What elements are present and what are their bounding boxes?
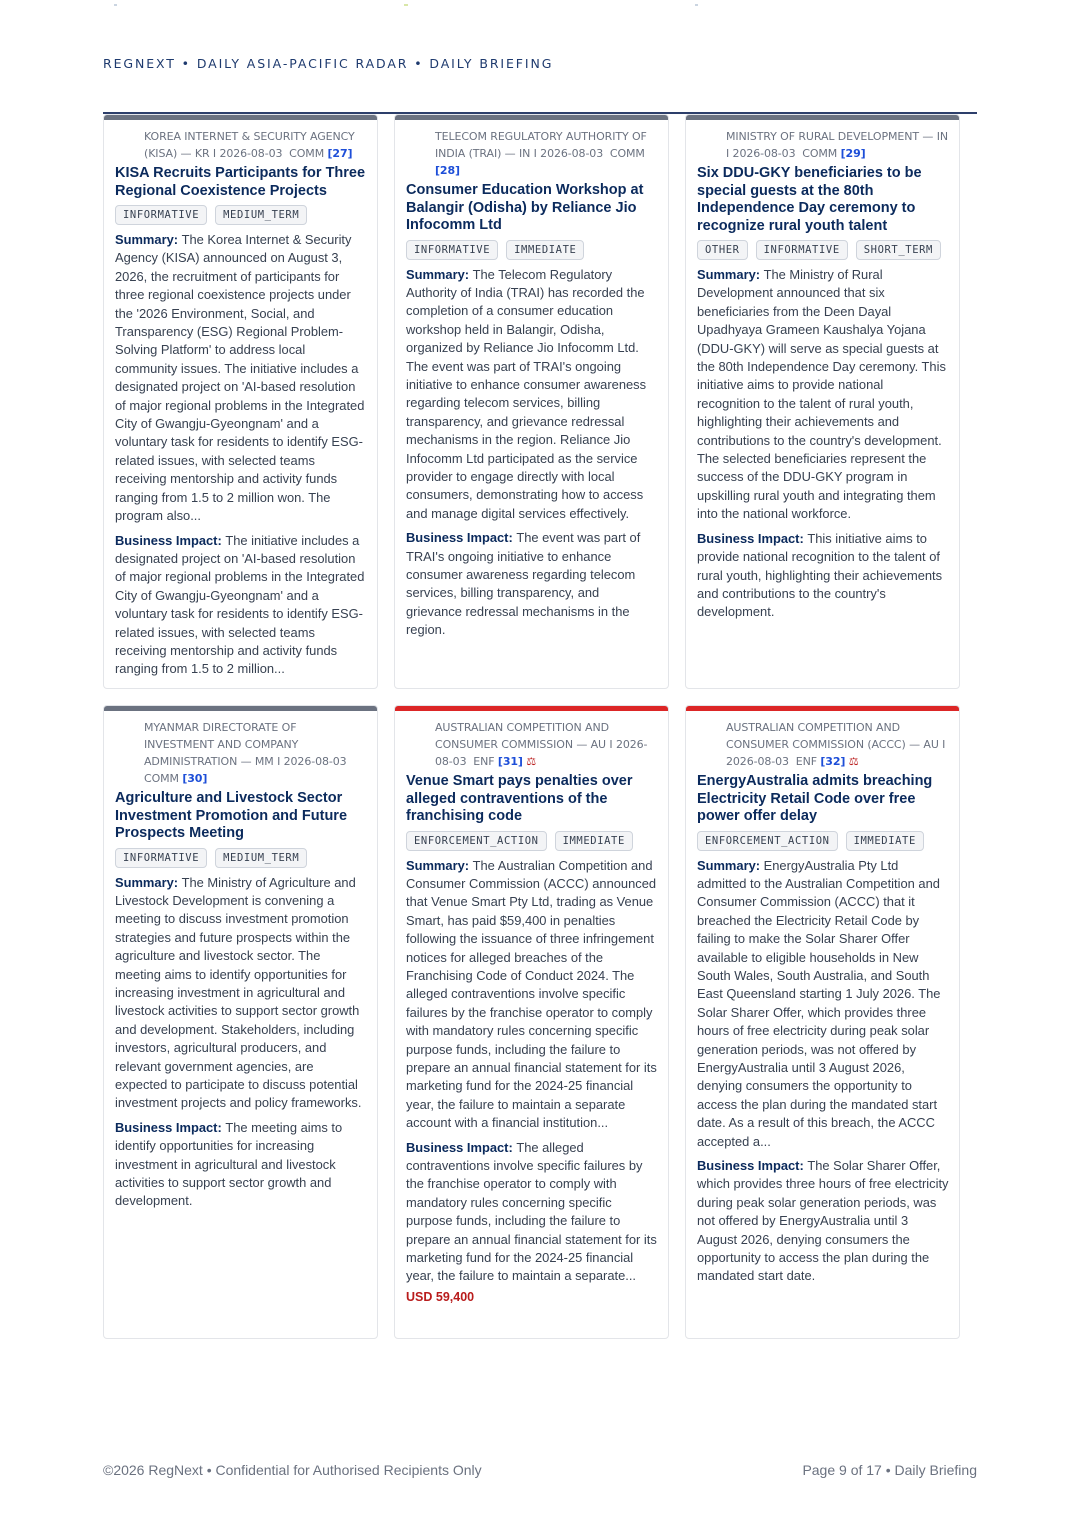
card-title[interactable]: Agriculture and Livestock Sector Investment Promotion and Future Prospects Meeting: [115, 790, 348, 841]
card-title[interactable]: Consumer Education Workshop at Balangir (Odisha) by Reliance Jio Infocomm Ltd: [406, 182, 644, 233]
footer-copyright: ©2026 RegNext • Confidential for Authorised Recipients Only: [103, 1462, 482, 1478]
impact-label: Business Impact:: [697, 530, 804, 546]
card-title[interactable]: Venue Smart pays penalties over alleged contraventions of the franchising code: [406, 773, 633, 824]
briefing-card: [685, 114, 960, 689]
impact-text: The event was part of TRAI's ongoing initiative to enhance consumer awareness regarding telecom services, billing transparency, and grievance redressal mechanisms in the region.: [406, 530, 641, 638]
card-title[interactable]: EnergyAustralia admits breaching Electricity Retail Code over free power offer delay: [697, 773, 933, 824]
card-type: COMM: [802, 147, 838, 160]
summary-text: The Ministry of Agriculture and Livestock Development is convening a meeting to discuss investment promotion strategies and future prospects within the agriculture and livestock sector. The meeting aims to identify opportunities for increasing investment in agricultural and livestock activities to support sector growth and development. Stakeholders, including investors, agricultural producers, and relevant government agencies, are expected to participate to discuss potential investment projects and policy frameworks.: [115, 874, 362, 1111]
card-ref-link[interactable]: [30]: [182, 772, 208, 785]
briefing-card: [103, 114, 378, 689]
card-source: AUSTRALIAN COMPETITION AND CONSUMER COMMISSION — AU I 2026-08-03 ENF [31] ⚖: [435, 721, 648, 768]
tag-badge: INFORMATIVE: [115, 848, 207, 868]
card-impact: [697, 530, 949, 622]
tag-badge: INFORMATIVE: [756, 240, 848, 260]
page-mark: [695, 4, 698, 6]
footer-page-number: Page 9 of 17 • Daily Briefing: [802, 1462, 977, 1478]
tag-badge: INFORMATIVE: [406, 240, 498, 260]
card-type: COMM: [144, 772, 179, 785]
card-ref-link[interactable]: [32]: [820, 755, 846, 768]
summary-text: The Korea Internet & Security Agency (KISA) announced on August 3, 2026, the recruitment of participants for three regional coexistence projects under the '2026 Environment, Social, and Transparency (ESG) Regional Problem-Solving Platform' to address local community issues. The initiative includes a designated project on 'AI-based resolution of major regional problems in the Integrated City of Gwangju-Gyeongnam' and a voluntary task for residents to identify ESG-related issues, with selected teams receiving mentorship and activity funds ranging from 1.5 to 2 million won. The program also...: [115, 232, 365, 524]
page-mark: [114, 4, 117, 6]
running-header: REGNEXT • DAILY ASIA-PACIFIC RADAR • DAILY BRIEFING: [103, 56, 554, 71]
tag-badge: IMMEDIATE: [506, 240, 584, 260]
tag-badge: IMMEDIATE: [555, 831, 633, 851]
card-amount: USD 59,400: [406, 1289, 475, 1304]
summary-text: The Australian Competition and Consumer Commission (ACCC) announced that Venue Smart Pty Ltd, trading as Venue Smart, has paid $59,400 in penalties following the issuance of three infringement notices for alleged breaches of the Franchising Code of Conduct 2024. The alleged contraventions involve specific failures by the franchise operator to comply with mandatory rules concerning specific purpose funds, including the failure to prepare an annual financial statement for its marketing fund for the 2024-25 financial year, the failure to maintain a separate account with a financial institution...: [406, 857, 657, 1131]
summary-label: Summary:: [115, 232, 179, 247]
card-title[interactable]: Six DDU-GKY beneficiaries to be special guests at the 80th Independence Day ceremony to recognize rural youth talent: [697, 165, 922, 234]
card-tags: [697, 831, 949, 851]
tag-badge: SHORT_TERM: [856, 240, 941, 260]
card-summary: [406, 266, 658, 524]
summary-label: Summary:: [697, 267, 761, 282]
card-summary: [115, 874, 367, 1113]
card-tags: [115, 205, 367, 225]
briefing-card: [685, 705, 960, 1339]
summary-label: Summary:: [406, 857, 470, 873]
card-impact: [406, 529, 658, 639]
briefing-card: [394, 114, 669, 689]
impact-label: Business Impact:: [406, 1139, 513, 1155]
card-ref-link[interactable]: [27]: [327, 147, 353, 160]
card-title[interactable]: KISA Recruits Participants for Three Regional Coexistence Projects: [115, 165, 366, 199]
summary-label: Summary:: [406, 266, 470, 282]
summary-text: The Telecom Regulatory Authority of India (TRAI) has recorded the completion of a consumer education workshop held in Balangir, Odisha, organized by Reliance Jio Infocomm Ltd. The event was part of TRAI's ongoing initiative to enhance consumer awareness regarding telecom services, billing transparency, and grievance redressal mechanisms in the region. Reliance Jio Infocomm Ltd participated as the service provider to engage directly with local consumers, demonstrating how to access and manage digital services effectively.: [406, 266, 647, 521]
tag-badge: ENFORCEMENT_ACTION: [697, 831, 838, 851]
card-ref-link[interactable]: [28]: [435, 164, 460, 177]
briefing-grid: [103, 114, 959, 1339]
card-ref-link[interactable]: [29]: [840, 147, 866, 160]
tag-badge: INFORMATIVE: [115, 205, 207, 225]
impact-label: Business Impact:: [697, 1158, 804, 1173]
briefing-card: [394, 705, 669, 1339]
card-tags: [115, 848, 367, 868]
impact-text: The Solar Sharer Offer, which provides three hours of free electricity during peak solar generation periods, was not offered by EnergyAustralia until 3 August 2026, denying consumers the opportunity to access the plan during the mandated start date.: [697, 1158, 949, 1284]
tag-badge: MEDIUM_TERM: [215, 848, 307, 868]
card-source: MINISTRY OF RURAL DEVELOPMENT — IN I 2026-08-03 COMM [29]: [726, 130, 948, 160]
impact-label: Business Impact:: [115, 532, 222, 548]
card-tags: [697, 240, 949, 260]
card-summary: [697, 857, 949, 1152]
briefing-card: [103, 705, 378, 1339]
summary-text: The Ministry of Rural Development announced that six beneficiaries from the Deen Dayal Upadhyaya Grameen Kaushalya Yojana (DDU-GKY) will serve as special guests at the 80th Independence Day ceremony. This initiative aims to provide national recognition to the talent of rural youth, highlighting their achievements and contributions to the country's development. The selected beneficiaries represent the success of the DDU-GKY program in upskilling rural youth and integrating them into the national workforce.: [697, 267, 946, 522]
scale-icon: ⚖: [848, 755, 859, 768]
impact-label: Business Impact:: [115, 1119, 222, 1135]
tag-badge: ENFORCEMENT_ACTION: [406, 831, 547, 851]
page-mark: [404, 4, 408, 6]
card-summary: [115, 231, 367, 526]
summary-label: Summary:: [697, 857, 761, 873]
card-impact: [406, 1139, 658, 1286]
card-summary: [406, 857, 658, 1133]
impact-text: This initiative aims to provide national recognition to the talent of rural youth, highlighting their achievements and contributions to the country's development.: [697, 530, 943, 620]
tag-badge: MEDIUM_TERM: [215, 205, 307, 225]
card-type: COMM: [609, 147, 645, 160]
impact-text: The meeting aims to identify opportunities for increasing investment in agricultural and livestock activities to support sector growth and development.: [115, 1119, 343, 1209]
scale-icon: ⚖: [526, 755, 537, 768]
card-source: TELECOM REGULATORY AUTHORITY OF INDIA (TRAI) — IN I 2026-08-03 COMM [28]: [435, 130, 647, 177]
card-type: ENF: [795, 755, 817, 768]
card-source: AUSTRALIAN COMPETITION AND CONSUMER COMMISSION (ACCC) — AU I 2026-08-03 ENF [32] ⚖: [726, 721, 946, 768]
tag-badge: OTHER: [697, 240, 748, 260]
impact-text: The initiative includes a designated project on 'AI-based resolution of major regional problems in the Integrated City of Gwangju-Gyeongnam' and a voluntary task for residents to identify ESG-related issues, with selected teams receiving mentorship and activity funds ranging from 1.5 to 2 million...: [115, 532, 365, 677]
card-impact: [115, 532, 367, 679]
card-tags: [406, 240, 658, 260]
card-source: MYANMAR DIRECTORATE OF INVESTMENT AND COMPANY ADMINISTRATION — MM I 2026-08-03 COMM [30]: [144, 721, 347, 785]
tag-badge: IMMEDIATE: [846, 831, 924, 851]
impact-label: Business Impact:: [406, 530, 513, 546]
card-impact: [115, 1119, 367, 1211]
card-tags: [406, 831, 658, 851]
card-source: KOREA INTERNET & SECURITY AGENCY (KISA) — KR I 2026-08-03 COMM [27]: [144, 130, 355, 160]
summary-label: Summary:: [115, 874, 179, 890]
card-ref-link[interactable]: [31]: [497, 755, 523, 768]
impact-text: The alleged contraventions involve specific failures by the franchise operator to comply with mandatory rules concerning specific purpose funds, including the failure to prepare an annual financial statement for its marketing fund for the 2024-25 financial year, the failure to maintain a separate...: [406, 1139, 657, 1284]
summary-text: EnergyAustralia Pty Ltd admitted to the Australian Competition and Consumer Commission (ACCC) that it breached the Electricity Retail Code by failing to make the Solar Sharer Offer available to eligible households in New South Wales, South Australia, and South East Queensland starting 1 July 2026. The Solar Sharer Offer, which provides three hours of free electricity during peak solar generation periods, was not offered by EnergyAustralia until 3 August 2026, denying consumers the opportunity to access the plan during the mandated start date. As a result of this breach, the ACCC accepted a...: [697, 857, 941, 1149]
card-type: COMM: [289, 147, 325, 160]
card-type: ENF: [473, 755, 495, 768]
card-summary: [697, 266, 949, 524]
card-impact: [697, 1157, 949, 1286]
